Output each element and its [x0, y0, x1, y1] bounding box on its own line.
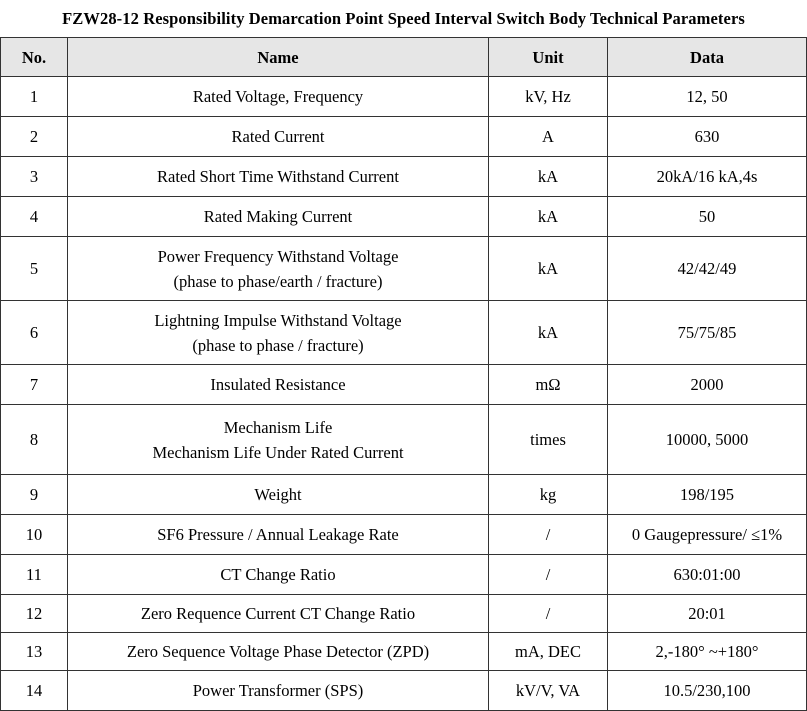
table-row: [1, 197, 807, 237]
table-row: [1, 77, 807, 117]
cell-unit: kA: [489, 157, 608, 197]
cell-name-line: Insulated Resistance: [210, 375, 346, 394]
cell-no: 11: [1, 555, 68, 595]
cell-data: 630:01:00: [608, 555, 807, 595]
table-row: [1, 671, 807, 711]
cell-name-line: Rated Short Time Withstand Current: [157, 167, 399, 186]
cell-name-line: Mechanism Life: [223, 417, 333, 437]
cell-name-line: Power Frequency Withstand Voltage: [157, 246, 399, 266]
cell-unit: kg: [489, 475, 608, 515]
table-row: [1, 515, 807, 555]
cell-name: [68, 117, 489, 157]
cell-name-line: SF6 Pressure / Annual Leakage Rate: [157, 525, 399, 544]
cell-no: 6: [1, 301, 68, 365]
cell-data: 198/195: [608, 475, 807, 515]
cell-name: [68, 405, 489, 475]
cell-name-line: Weight: [254, 485, 302, 504]
cell-name: [68, 555, 489, 595]
header-data: Data: [608, 38, 807, 77]
cell-no: 8: [1, 405, 68, 475]
cell-name-line: Lightning Impulse Withstand Voltage: [154, 310, 402, 330]
cell-unit: times: [489, 405, 608, 475]
cell-name: [68, 515, 489, 555]
cell-name: [68, 157, 489, 197]
cell-name-line: Rated Making Current: [203, 207, 353, 226]
table-row: [1, 475, 807, 515]
cell-name: [68, 77, 489, 117]
cell-no: 2: [1, 117, 68, 157]
cell-unit: kA: [489, 237, 608, 301]
table-row: [1, 117, 807, 157]
cell-data: 12, 50: [608, 77, 807, 117]
header-unit: Unit: [489, 38, 608, 77]
cell-no: 12: [1, 595, 68, 633]
cell-no: 5: [1, 237, 68, 301]
cell-unit: /: [489, 595, 608, 633]
cell-unit: kA: [489, 301, 608, 365]
cell-unit: kV/V, VA: [489, 671, 608, 711]
cell-name: [68, 671, 489, 711]
cell-no: 14: [1, 671, 68, 711]
cell-no: 13: [1, 633, 68, 671]
cell-unit: A: [489, 117, 608, 157]
cell-name: [68, 197, 489, 237]
cell-unit: kV, Hz: [489, 77, 608, 117]
cell-data: 2000: [608, 365, 807, 405]
cell-name: [68, 475, 489, 515]
cell-data: 75/75/85: [608, 301, 807, 365]
cell-name: [68, 365, 489, 405]
cell-no: 9: [1, 475, 68, 515]
table-title: FZW28-12 Responsibility Demarcation Point Speed Interval Switch Body Technical Parameters: [62, 8, 745, 28]
cell-unit: /: [489, 555, 608, 595]
parameters-table: [0, 37, 807, 711]
cell-data: 2,-180° ~+180°: [608, 633, 807, 671]
cell-no: 4: [1, 197, 68, 237]
cell-unit: mΩ: [489, 365, 608, 405]
cell-no: 7: [1, 365, 68, 405]
cell-data: 20kA/16 kA,4s: [608, 157, 807, 197]
cell-data: 50: [608, 197, 807, 237]
cell-name-line: Zero Requence Current CT Change Ratio: [140, 604, 416, 623]
table-body: [1, 77, 807, 711]
cell-unit: mA, DEC: [489, 633, 608, 671]
cell-data: 10000, 5000: [608, 405, 807, 475]
cell-data: 630: [608, 117, 807, 157]
cell-name-line: Rated Current: [231, 127, 325, 146]
cell-data: 20:01: [608, 595, 807, 633]
cell-name: [68, 595, 489, 633]
table-row: [1, 555, 807, 595]
cell-name-line: (phase to phase / fracture): [192, 335, 364, 355]
cell-name-line: (phase to phase/earth / fracture): [173, 271, 383, 291]
header-name: Name: [68, 38, 489, 77]
header-row: [1, 38, 807, 77]
cell-name: [68, 633, 489, 671]
table-row: [1, 365, 807, 405]
cell-data: 42/42/49: [608, 237, 807, 301]
table-row: [1, 301, 807, 365]
cell-unit: kA: [489, 197, 608, 237]
cell-name-line: Rated Voltage, Frequency: [192, 87, 364, 106]
cell-no: 3: [1, 157, 68, 197]
cell-data: 10.5/230,100: [608, 671, 807, 711]
cell-no: 10: [1, 515, 68, 555]
cell-name: [68, 301, 489, 365]
table-row: [1, 595, 807, 633]
table-row: [1, 237, 807, 301]
cell-name-line: Mechanism Life Under Rated Current: [152, 442, 404, 462]
cell-name-line: CT Change Ratio: [220, 565, 336, 584]
cell-unit: /: [489, 515, 608, 555]
cell-name-line: Zero Sequence Voltage Phase Detector (ZPD): [126, 642, 430, 661]
cell-data: 0 Gaugepressure/ ≤1%: [608, 515, 807, 555]
table-row: [1, 633, 807, 671]
header-no: No.: [1, 38, 68, 77]
cell-no: 1: [1, 77, 68, 117]
cell-name: [68, 237, 489, 301]
table-row: [1, 157, 807, 197]
cell-name-line: Power Transformer (SPS): [192, 681, 364, 700]
table-row: [1, 405, 807, 475]
